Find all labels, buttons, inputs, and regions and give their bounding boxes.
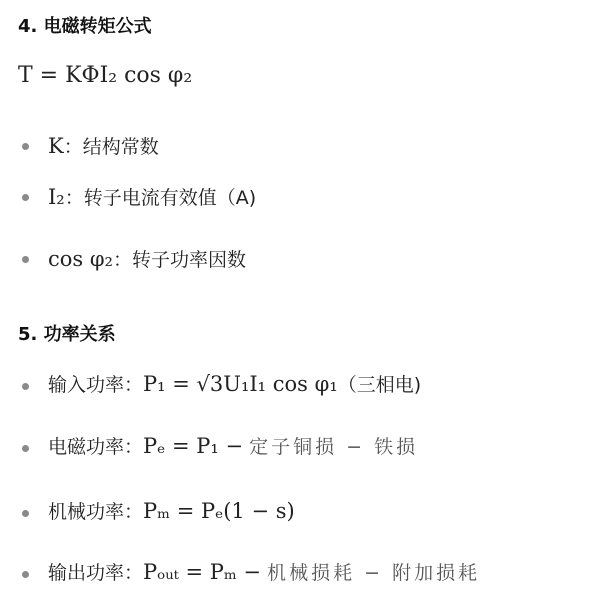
list-item-cos (48, 246, 246, 273)
separator: ： (112, 249, 132, 271)
bullet-icon (22, 571, 29, 578)
bullet-icon (22, 194, 29, 201)
power-formula: Pₘ = Pₑ(1 − s) (143, 499, 295, 523)
bullet-icon (22, 256, 29, 263)
separator: ： (64, 187, 84, 209)
power-formula: P₁ = √3U₁I₁ cos φ₁ (143, 372, 338, 396)
section-heading-power: 5. 功率关系 (18, 324, 116, 345)
list-item-input-power (48, 371, 421, 398)
list-item-k (48, 133, 159, 160)
item-label: 机械功率： (48, 501, 144, 523)
list-item-mech-power (48, 498, 295, 525)
bullet-icon (22, 383, 29, 390)
power-formula: Pₒᵤₜ = Pₘ − (143, 560, 262, 584)
power-formula: Pₑ = P₁ − (143, 434, 244, 458)
item-text: 转子电流有效值（A) (83, 187, 257, 209)
bullet-icon (22, 143, 29, 150)
item-text: 结构常数 (82, 136, 159, 158)
item-label: 输出功率： (48, 562, 144, 584)
list-item-em-power (48, 433, 418, 460)
section-heading-torque: 4. 电磁转矩公式 (18, 16, 152, 37)
torque-formula: T = KΦI₂ cos φ₂ (18, 63, 193, 88)
list-item-output-power (48, 559, 480, 586)
item-label: 输入功率： (48, 374, 144, 396)
math-symbol: K (48, 134, 64, 158)
separator: ： (63, 136, 83, 158)
bullet-icon (22, 445, 29, 452)
item-text: 转子功率因数 (132, 249, 247, 271)
loss-terms: 机械损耗 − 附加损耗 (267, 562, 481, 584)
math-symbol: I₂ (48, 185, 65, 209)
item-note: （三相电) (337, 374, 422, 396)
bullet-icon (22, 510, 29, 517)
item-label: 电磁功率： (48, 436, 144, 458)
loss-terms: 定子铜损 − 铁损 (249, 436, 419, 458)
math-symbol: cos φ₂ (48, 247, 113, 271)
list-item-i2 (48, 184, 256, 211)
